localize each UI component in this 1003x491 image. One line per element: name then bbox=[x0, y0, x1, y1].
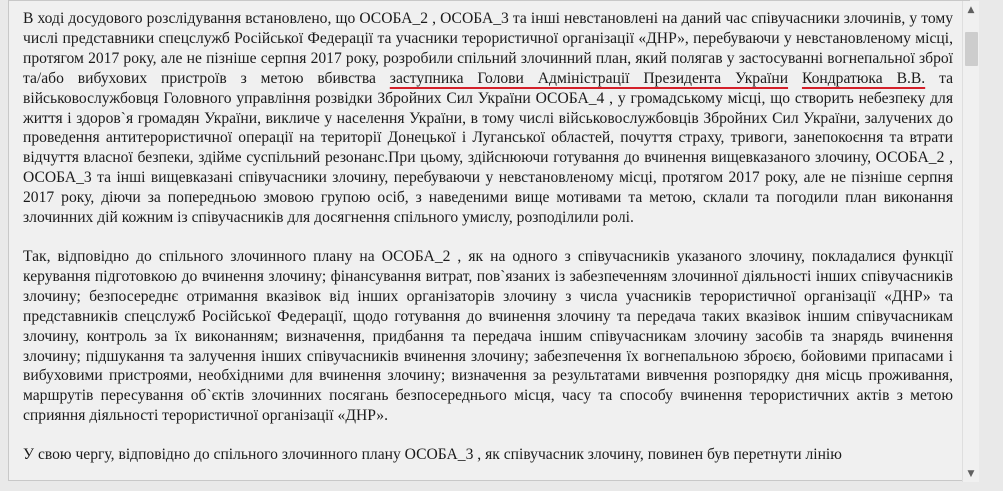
vertical-scrollbar[interactable] bbox=[962, 1, 979, 482]
paragraph-1 bbox=[23, 9, 953, 228]
paragraph-1-text-b: та військовослужбовця Головного управління розвідки Збройних Сил України ОСОБА_4 , у громадському місці, що створить небезпеку для життя і здоров`я громадян України, викличе у населення України, в тому числі військовослужбовців Збройних Сил України, залучених до проведення антитерористичної операції на території Донецької і Луганської областей, почуття страху, тривоги, занепокоєння та втрати відчуття власної безпеки, здійме суспільний резонанс.При цьому, здійснюючи готування до вчинення вищевказаного злочину, ОСОБА_2 , ОСОБА_3 та інші вищевказані співучасники злочину, перебуваючи у невстановленому місці, протягом 2017 року, але не пізніше серпня 2017 року, діючи за попередньою змовою групою осіб, з наведеними вище мотивами та метою, склали та погодили план виконання злочинних дій кожним із співучасників для досягнення спільного умислу, розподілили ролі. bbox=[23, 69, 953, 227]
scroll-down-arrow-icon[interactable]: ▼ bbox=[967, 468, 975, 479]
paragraph-3: У свою чергу, відповідно до спільного злочинного плану ОСОБА_3 , як співучасник злочину, повинен був перетнути лінію bbox=[23, 446, 842, 464]
scroll-up-arrow-icon[interactable]: ▲ bbox=[967, 4, 975, 15]
highlight-deputy-head: заступника Голови Адміністрації Президента України bbox=[389, 69, 789, 87]
highlight-kondratiuk: Кондратюка В.В. bbox=[801, 69, 926, 87]
document-frame bbox=[8, 0, 975, 481]
paragraph-1-space bbox=[788, 70, 802, 87]
paragraph-1-text-a: В ході досудового розслідування встановлено, що ОСОБА_2 , ОСОБА_3 та інші невстановлені на даний час співучасники злочинів, у тому числі представники спецслужб Російської Федерації та учасники терористичної організації «ДНР», перебуваючи у невстановленому місці, протягом 2017 року, але не пізніше серпня 2017 року, розробили спільний злочинний план, який полягав у застосуванні вогнепальної зброї та/або вибухових пристроїв з метою вбивства bbox=[23, 10, 953, 87]
document-content bbox=[23, 9, 953, 484]
paragraph-2: Так, відповідно до спільного злочинного плану на ОСОБА_2 , як на одного з співучасників указаного злочину, покладалися функції керування підготовкою до вчинення злочину; фінансування витрат, пов`язаних із забезпеченням злочинної діяльності інших співучасників злочину; безпосереднє отримання вказівок від інших організаторів злочину з числа учасників терористичної організації «ДНР» та представників спецслужб Російської Федерації, щодо готування до вчинення злочину та передача таких вказівок іншим співучасникам злочину, контроль за їх виконанням; визначення, придбання та передача іншим співучасникам злочину засобів та знарядь вчинення злочину; підшукання та залучення інших співучасників вчинення злочину; забезпечення їх вогнепальною зброєю, бойовими припасами і вибуховими пристроями, необхідними для вчинення злочину; визначення за результатами вивчення розпорядку дня місць проживання, маршрутів пересування об`єктів злочинних посягань безпосереднього місця, часу та способу вчинення терористичних актів з метою сприяння діяльності терористичної організації «ДНР». bbox=[23, 247, 953, 425]
scroll-thumb[interactable] bbox=[965, 32, 978, 66]
